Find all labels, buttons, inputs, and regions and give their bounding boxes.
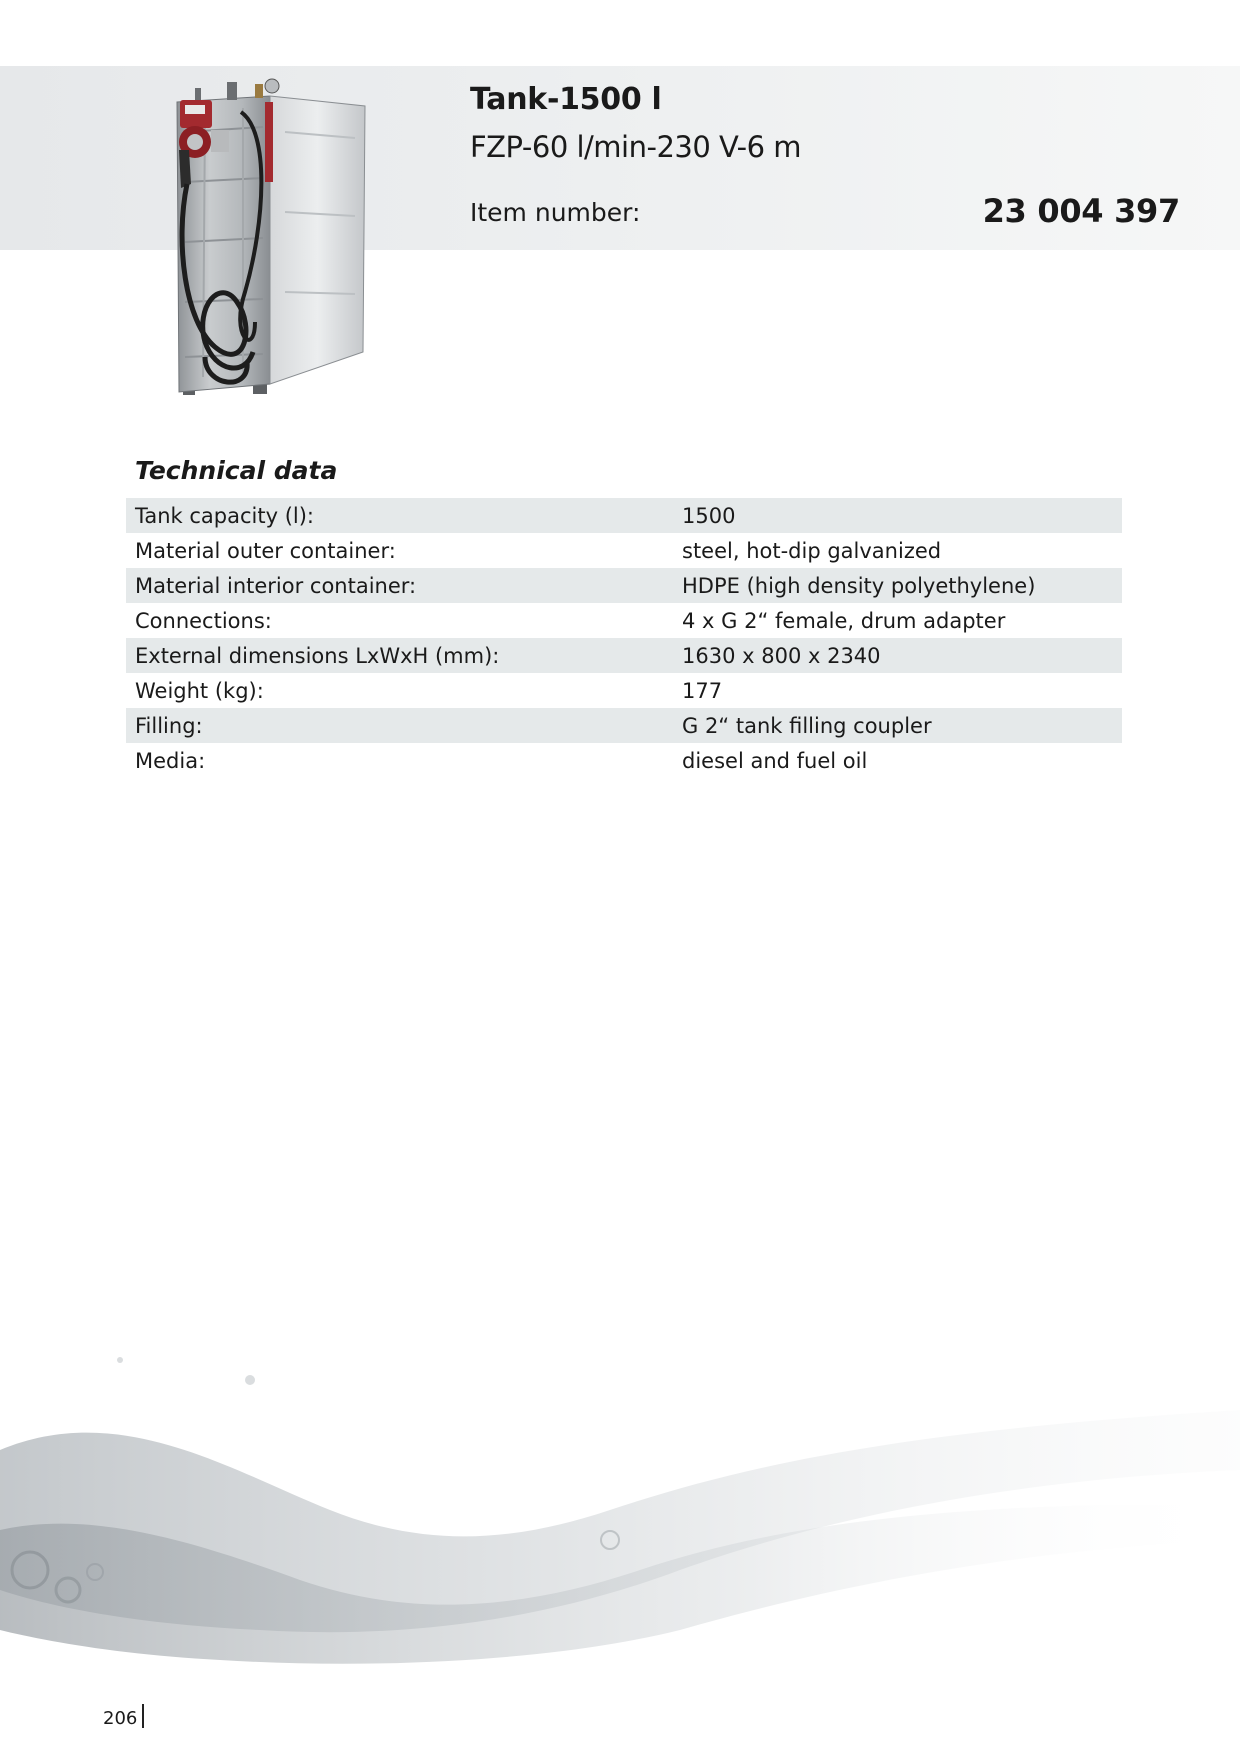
technical-data-heading: Technical data [135,456,338,485]
spec-value: 1630 x 800 x 2340 [682,643,881,668]
spec-label: Tank capacity (l): [135,503,314,528]
product-subtitle: FZP-60 l/min-230 V-6 m [470,130,802,164]
page-number-divider [142,1704,144,1728]
table-row [126,498,1122,533]
spec-value: 1500 [682,503,736,528]
item-number-label: Item number: [470,198,641,227]
item-number-value: 23 004 397 [982,192,1180,230]
spec-value: 4 x G 2“ female, drum adapter [682,608,1006,633]
spec-value: HDPE (high density polyethylene) [682,573,1036,598]
spec-label: Weight (kg): [135,678,264,703]
table-row [126,638,1122,673]
spec-label: Material outer container: [135,538,396,563]
spec-value: steel, hot-dip galvanized [682,538,942,563]
product-title: Tank-1500 l [470,82,662,117]
page-number: 206 [103,1708,138,1729]
table-row [126,533,1122,568]
spec-value: 177 [682,678,723,703]
table-row [126,708,1122,743]
table-row [126,743,1122,778]
spec-label: External dimensions LxWxH (mm): [135,643,500,668]
table-row [126,568,1122,603]
spec-label: Connections: [135,608,272,633]
spec-value: G 2“ tank filling coupler [682,713,932,738]
technical-data-table [126,498,1122,778]
product-image [175,72,385,407]
spec-label: Filling: [135,713,203,738]
table-row [126,603,1122,638]
spec-label: Material interior container: [135,573,417,598]
table-row [126,673,1122,708]
spec-value: diesel and fuel oil [682,748,868,773]
water-splash-decoration [0,1340,1240,1680]
spec-label: Media: [135,748,206,773]
